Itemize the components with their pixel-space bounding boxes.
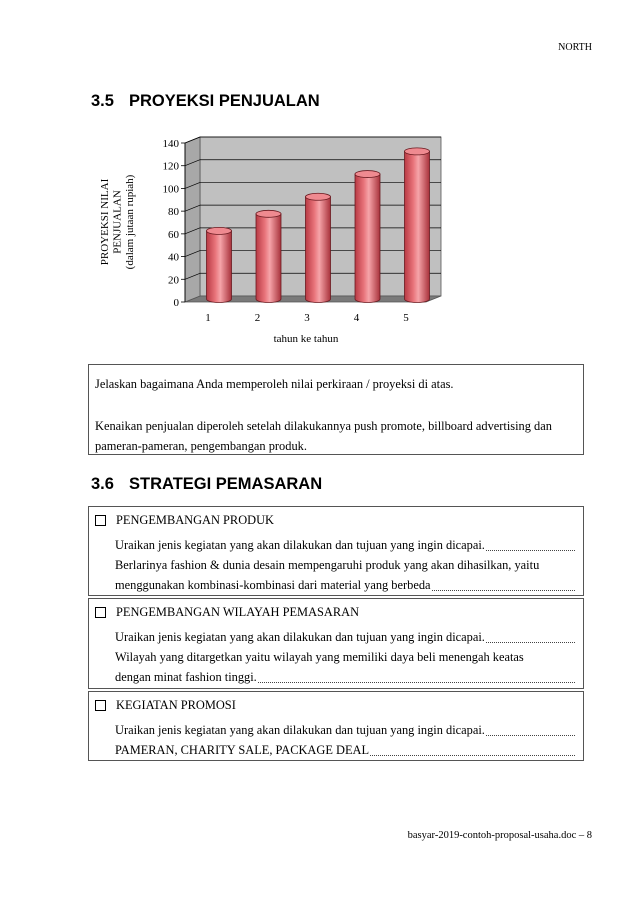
strategy-answer-line-1: PAMERAN, CHARITY SALE, PACKAGE DEAL [115, 743, 370, 757]
strategy-title: PENGEMBANGAN PRODUK [116, 513, 274, 527]
x-tick-label: 1 [205, 312, 211, 324]
bar [256, 210, 281, 302]
bar [355, 171, 380, 303]
page-header: NORTH [558, 42, 592, 53]
explanation-answer-line-1: Kenaikan penjualan diperoleh setelah dilakukannya push promote, billboard advertising dan [95, 419, 552, 433]
y-axis-label: (dalam jutaan rupiah) [124, 174, 136, 270]
y-tick-label: 40 [168, 251, 179, 264]
checkbox[interactable] [95, 700, 106, 711]
strategy-box-promosi [88, 691, 584, 761]
explanation-question: Jelaskan bagaimana Anda memperoleh nilai perkiraan / proyeksi di atas. [95, 377, 454, 391]
bar [306, 193, 331, 302]
y-tick-label: 100 [162, 183, 179, 196]
strategy-answer-line-1: Wilayah yang ditargetkan yaitu wilayah yang memiliki daya beli menengah keatas [115, 650, 524, 664]
section-number: 3.5 [91, 92, 114, 110]
explanation-answer-line-2: pameran-pameran, pengembangan produk. [95, 439, 307, 453]
strategy-prompt: Uraikan jenis kegiatan yang akan dilakukan dan tujuan yang ingin dicapai. [115, 538, 485, 552]
y-axis-label: PENJUALAN [111, 190, 124, 254]
y-axis-label: PROYEKSI NILAI [99, 178, 111, 266]
page-footer: basyar-2019-contoh-proposal-usaha.doc – 8 [407, 830, 592, 841]
checkbox[interactable] [95, 515, 106, 526]
x-tick-label: 5 [403, 312, 409, 324]
section-heading-strategi [91, 475, 322, 494]
strategy-box-produk [88, 506, 584, 596]
x-axis-label: tahun ke tahun [273, 333, 339, 345]
strategy-answer-line-1: Berlarinya fashion & dunia desain mempengaruhi produk yang akan dihasilkan, yaitu [115, 558, 540, 572]
strategy-answer-line-2: dengan minat fashion tinggi. [115, 670, 257, 684]
bar [207, 227, 232, 302]
strategy-prompt: Uraikan jenis kegiatan yang akan dilakukan dan tujuan yang ingin dicapai. [115, 723, 485, 737]
y-tick-label: 60 [168, 228, 179, 241]
section-heading-proyeksi [91, 92, 320, 111]
x-tick-label: 3 [304, 312, 310, 324]
strategy-prompt: Uraikan jenis kegiatan yang akan dilakukan dan tujuan yang ingin dicapai. [115, 630, 485, 644]
sales-projection-chart [88, 132, 468, 352]
y-tick-label: 140 [162, 138, 179, 150]
section-number: 3.6 [91, 475, 114, 493]
y-tick-label: 80 [168, 206, 179, 219]
bar [405, 148, 430, 303]
strategy-title: PENGEMBANGAN WILAYAH PEMASARAN [116, 605, 360, 619]
x-tick-label: 2 [254, 312, 261, 324]
projection-explanation-box [88, 364, 584, 455]
section-title: PROYEKSI PENJUALAN [129, 92, 320, 110]
checkbox[interactable] [95, 607, 106, 618]
y-tick-label: 0 [173, 297, 179, 309]
x-tick-label: 4 [353, 312, 360, 324]
strategy-answer-line-2: menggunakan kombinasi-kombinasi dari material yang berbeda [115, 578, 431, 592]
chart-side-wall [185, 137, 200, 302]
strategy-box-wilayah [88, 598, 584, 689]
y-tick-label: 20 [168, 274, 179, 287]
section-title: STRATEGI PEMASARAN [129, 475, 323, 493]
strategy-title: KEGIATAN PROMOSI [116, 698, 236, 712]
y-tick-label: 120 [162, 160, 179, 173]
